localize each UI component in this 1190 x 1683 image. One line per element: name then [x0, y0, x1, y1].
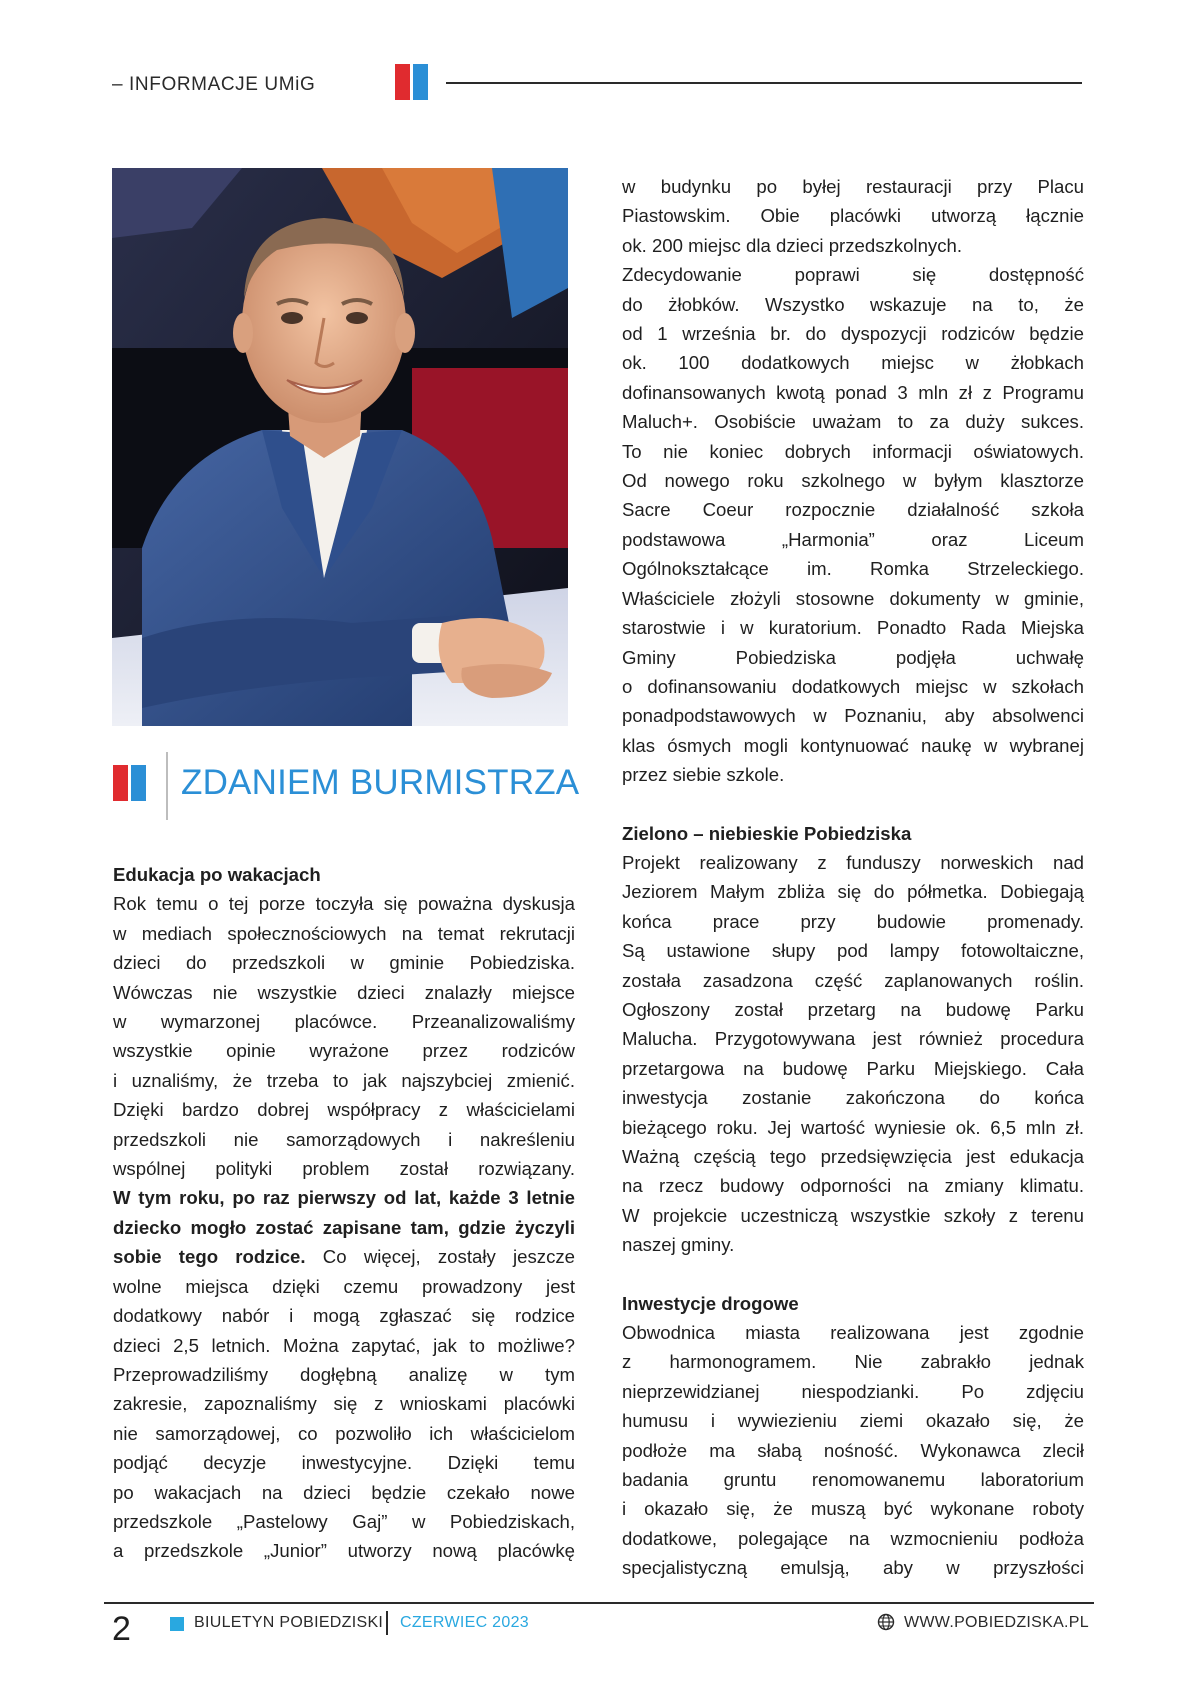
text-line: w wymarzonej placówce. Przeanalizowaliśmy	[113, 1011, 575, 1033]
section-title: ZDANIEM BURMISTRZA	[181, 763, 580, 802]
text-line: podjąć decyzje inwestycyjne. Dzięki temu	[113, 1452, 575, 1474]
text-line: wolne miejsca dzięki czemu prowadzony jest	[113, 1275, 575, 1297]
text-line: od 1 września br. do dyspozycji rodziców będzie	[622, 323, 1084, 345]
text-line: dodatkowe, polegające na wzmocnieniu podłoża	[622, 1527, 1084, 1549]
text-line: i uznaliśmy, że trzeba to jak najszybciej zmienić.	[113, 1069, 575, 1091]
text-line: inwestycja zostanie zakończona do końca	[622, 1087, 1084, 1109]
website-link[interactable]: WWW.POBIEDZISKA.PL	[904, 1614, 1089, 1631]
text-line: Rok temu o tej porze toczyła się poważna dyskusja	[113, 893, 575, 915]
text-line: nie samorządowej, co pozwoliło ich właścicielom	[113, 1422, 575, 1444]
section-divider	[166, 752, 168, 820]
text-line: Są ustawione słupy pod lampy fotowoltaiczne,	[622, 940, 1084, 962]
text-line: dzieci 2,5 letnich. Można zapytać, jak to możliwe?	[113, 1334, 575, 1356]
text-line-mixed	[113, 1242, 575, 1271]
text-line: Obwodnica miasta realizowana jest zgodnie	[622, 1322, 1084, 1344]
text-line: ok. 200 miejsc dla dzieci przedszkolnych.	[622, 234, 963, 256]
text-fragment: Co więcej, zostały jeszcze	[305, 1246, 576, 1268]
text-line: Właściciele złożyli stosowne dokumenty w gminie,	[622, 587, 1084, 609]
article-right-column	[622, 172, 1084, 1583]
text-line: została zasadzona część zaplanowanych roślin.	[622, 969, 1084, 991]
brand-mark-red	[395, 64, 410, 100]
text-line: podstawowa „Harmonia” oraz Liceum	[622, 528, 1084, 550]
text-line: przedszkole „Pastelowy Gaj” w Pobiedziskach,	[113, 1510, 575, 1532]
heading-education: Edukacja po wakacjach	[113, 864, 321, 885]
text-line: podłoże ma słabą nośność. Wykonawca zlecił	[622, 1439, 1084, 1461]
text-line: w mediach społecznościowych na temat rekrutacji	[113, 922, 575, 944]
text-line: ponadpodstawowych w Poznaniu, aby absolwenci	[622, 705, 1084, 727]
mayor-photo	[112, 168, 568, 726]
text-line: bieżącego roku. Jej wartość wyniesie ok. 6,5 mln zł.	[622, 1116, 1084, 1138]
text-line: a przedszkole „Junior” utworzy nową placówkę	[113, 1540, 575, 1562]
text-line: przez siebie szkole.	[622, 764, 785, 786]
text-line: badania gruntu renomowanemu laboratorium	[622, 1469, 1084, 1491]
text-line: dodatkowy nabór i mogą zgłaszać się rodzice	[113, 1305, 575, 1327]
text-line: W projekcie uczestniczą wszystkie szkoły z terenu	[622, 1204, 1084, 1226]
text-line: w budynku po byłej restauracji przy Placu	[622, 176, 1084, 197]
text-line: Projekt realizowany z funduszy norweskich nad	[622, 851, 1084, 873]
text-line: Maluch+. Osobiście uważam to za duży sukces.	[622, 411, 1084, 433]
text-line: do żłobków. Wszystko wskazuje na to, że	[622, 293, 1084, 315]
text-line: wspólnej polityki problem został rozwiązany.	[113, 1158, 575, 1180]
text-line: specjalistyczną emulsją, aby w przyszłości	[622, 1557, 1084, 1579]
text-line: dofinansowanych kwotą ponad 3 mln zł z Programu	[622, 381, 1084, 403]
text-line: humusu i wywiezieniu ziemi okazało się, że	[622, 1410, 1084, 1432]
section-mark-red	[113, 765, 128, 801]
text-line: Zdecydowanie poprawi się dostępność	[622, 264, 1084, 286]
text-line: po wakacjach na dzieci będzie czekało nowe	[113, 1481, 575, 1503]
article-left-column	[113, 860, 575, 1566]
text-line: wszystkie opinie wyrażone przez rodziców	[113, 1040, 575, 1062]
text-line: Malucha. Przygotowywana jest również procedura	[622, 1028, 1084, 1050]
text-line: Ogłoszony został przetarg na budowę Parku	[622, 998, 1084, 1020]
text-line: nieprzewidzianej niespodzianki. Po zdjęciu	[622, 1380, 1084, 1402]
footer-separator	[386, 1611, 388, 1635]
text-line: Sacre Coeur rozpocznie działalność szkoła	[622, 499, 1084, 521]
text-line: Przeprowadziliśmy dogłębną analizę w tym	[113, 1363, 575, 1385]
text-line: o dofinansowaniu dodatkowych miejsc w szkołach	[622, 675, 1084, 697]
page-number: 2	[112, 1610, 131, 1648]
text-line: Jeziorem Małym zbliża się do półmetka. Dobiegają	[622, 881, 1084, 903]
brand-mark-blue	[413, 64, 428, 100]
section-mark-blue	[131, 765, 146, 801]
text-line: i okazało się, że muszą być wykonane roboty	[622, 1498, 1084, 1520]
text-line: Ważną częścią tego przedsięwzięcia jest edukacja	[622, 1146, 1084, 1167]
publication-name: BIULETYN POBIEDZISKI	[194, 1614, 384, 1631]
text-line: Wówczas nie wszystkie dzieci znalazły miejsce	[113, 981, 575, 1003]
text-line: Gminy Pobiedziska podjęła uchwałę	[622, 646, 1084, 668]
text-line: Od nowego roku szkolnego w byłym klasztorze	[622, 470, 1084, 492]
bold-text-line: dziecko mogło zostać zapisane tam, gdzie życzyli	[113, 1216, 575, 1238]
text-line: zakresie, zapoznaliśmy się z wnioskami placówki	[113, 1393, 575, 1415]
text-line: Piastowskim. Obie placówki utworzą łącznie	[622, 205, 1084, 227]
text-line: ok. 100 dodatkowych miejsc w żłobkach	[622, 352, 1084, 374]
bold-text-line: W tym roku, po raz pierwszy od lat, każde 3 letnie	[113, 1187, 575, 1209]
globe-icon	[877, 1613, 895, 1631]
text-line: przetargowa na budowę Parku Miejskiego. Cała	[622, 1057, 1084, 1079]
text-line: To nie koniec dobrych informacji oświatowych.	[622, 440, 1084, 462]
text-line: starostwie i w kuratorium. Ponadto Rada Miejska	[622, 617, 1084, 639]
paragraph-gap	[622, 1260, 1084, 1289]
section-label: – INFORMACJE UMiG	[112, 74, 316, 95]
text-line: klas ósmych mogli kontynuować naukę w wybranej	[622, 734, 1084, 756]
text-line: z harmonogramem. Nie zabrakło jednak	[622, 1351, 1084, 1373]
heading-green-blue: Zielono – niebieskie Pobiedziska	[622, 822, 912, 844]
section-mark	[113, 765, 149, 801]
issue-date: CZERWIEC 2023	[400, 1614, 529, 1631]
text-line: końca prace przy budowie promenady.	[622, 910, 1084, 932]
footer-rule	[104, 1602, 1094, 1604]
footer-accent-square	[170, 1617, 184, 1631]
paragraph-gap	[622, 790, 1084, 819]
text-line: Dzięki bardzo dobrej współpracy z właścicielami	[113, 1099, 575, 1121]
text-line: dzieci do przedszkoli w gminie Pobiedziska.	[113, 952, 575, 974]
text-line: Ogólnokształcące im. Romka Strzeleckiego.	[622, 558, 1084, 580]
text-line: naszej gminy.	[622, 1234, 735, 1256]
brand-mark	[395, 64, 431, 100]
header-rule	[446, 82, 1082, 84]
heading-roads: Inwestycje drogowe	[622, 1292, 799, 1314]
text-line: na rzecz budowy odporności na zmiany klimatu.	[622, 1175, 1084, 1197]
text-line: przedszkoli nie samorządowych i nakreśleniu	[113, 1128, 575, 1150]
bold-fragment: sobie tego rodzice.	[113, 1246, 306, 1268]
